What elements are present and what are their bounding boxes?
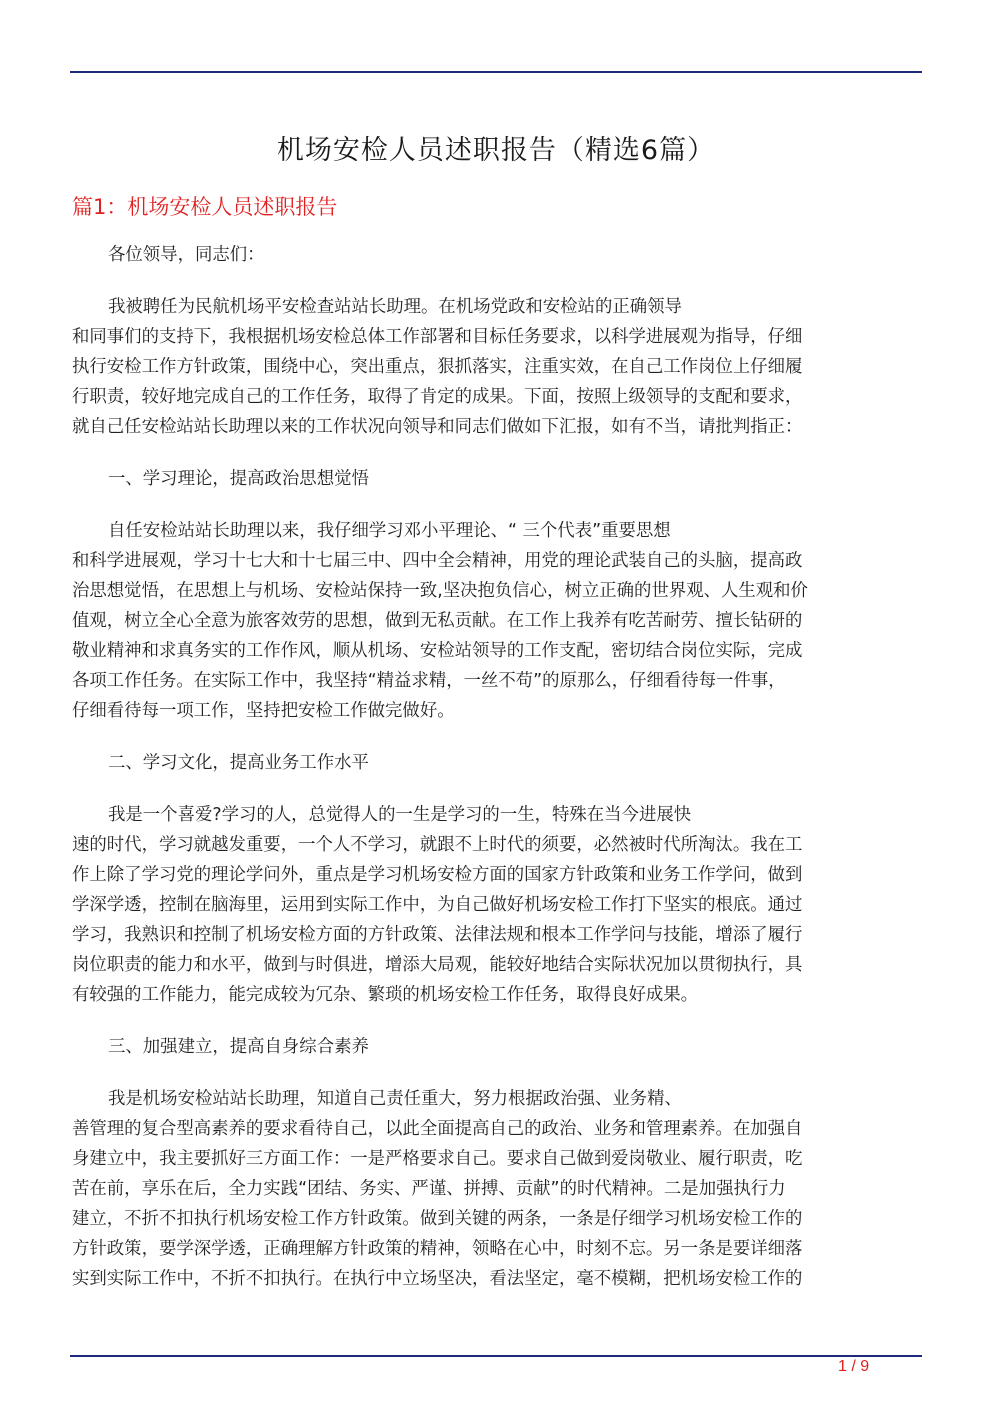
text-line: 速的时代，学习就越发重要，一个人不学习，就跟不上时代的须要，必然被时代所淘汰。我在工 bbox=[72, 835, 803, 855]
paragraph bbox=[72, 516, 918, 726]
header-rule bbox=[70, 71, 922, 73]
text-line: 善管理的复合型高素养的要求看待自己，以此全面提高自己的政治、业务和管理素养。在加强自 bbox=[72, 1119, 803, 1139]
text-line: 执行安检工作方针政策，围绕中心，突出重点，狠抓落实，注重实效，在自己工作岗位上仔细履 bbox=[72, 357, 803, 377]
text-line: 有较强的工作能力，能完成较为冗杂、繁琐的机场安检工作任务，取得良好成果。 bbox=[72, 985, 699, 1005]
paragraph bbox=[72, 1032, 918, 1062]
text-line: 敬业精神和求真务实的工作作风，顺从机场、安检站领导的工作支配，密切结合岗位实际，完成 bbox=[72, 641, 803, 661]
text-line: 值观，树立全心全意为旅客效劳的思想，做到无私贡献。在工作上我养有吃苦耐劳、擅长钻研的 bbox=[72, 611, 803, 631]
text-line: 我被聘任为民航机场平安检查站站长助理。在机场党政和安检站的正确领导 bbox=[108, 297, 682, 317]
page-number: 1 / 9 bbox=[838, 1358, 870, 1375]
paragraph bbox=[72, 240, 918, 270]
text-line: 身建立中，我主要抓好三方面工作：一是严格要求自己。要求自己做到爱岗敬业、履行职责，吃 bbox=[72, 1149, 803, 1169]
text-line: 建立，不折不扣执行机场安检工作方针政策。做到关键的两条，一条是仔细学习机场安检工作的 bbox=[72, 1209, 803, 1229]
text-line: 学深学透，控制在脑海里，运用到实际工作中，为自己做好机场安检工作打下坚实的根底。通过 bbox=[72, 895, 803, 915]
text-line: 一、学习理论，提高政治思想觉悟 bbox=[108, 469, 369, 489]
text-line: 行职责，较好地完成自己的工作任务，取得了肯定的成果。下面，按照上级领导的支配和要求， bbox=[72, 387, 803, 407]
text-line: 各位领导，同志们： bbox=[108, 245, 265, 265]
paragraph bbox=[72, 748, 918, 778]
text-line: 实到实际工作中，不折不扣执行。在执行中立场坚决，看法坚定，毫不模糊，把机场安检工作的 bbox=[72, 1269, 803, 1289]
paragraph-gap bbox=[72, 726, 918, 748]
text-line: 苦在前，享乐在后，全力实践“团结、务实、严谨、拼搏、贡献”的时代精神。二是加强执行力 bbox=[72, 1179, 786, 1199]
text-line: 二、学习文化，提高业务工作水平 bbox=[108, 753, 369, 773]
paragraph-gap bbox=[72, 494, 918, 516]
paragraph bbox=[72, 800, 918, 1010]
paragraph-gap bbox=[72, 442, 918, 464]
section-title: 篇1：机场安检人员述职报告 bbox=[72, 195, 338, 219]
text-line: 我是机场安检站站长助理，知道自己责任重大，努力根据政治强、业务精、 bbox=[108, 1089, 682, 1109]
footer-rule bbox=[70, 1355, 922, 1357]
text-line: 三、加强建立，提高自身综合素养 bbox=[108, 1037, 369, 1057]
text-line: 作上除了学习党的理论学问外，重点是学习机场安检方面的国家方针政策和业务工作学问，做到 bbox=[72, 865, 803, 885]
paragraph bbox=[72, 464, 918, 494]
text-line: 仔细看待每一项工作，坚持把安检工作做完做好。 bbox=[72, 701, 455, 721]
text-line: 岗位职责的能力和水平，做到与时俱进，增添大局观，能较好地结合实际状况加以贯彻执行，具 bbox=[72, 955, 803, 975]
text-line: 学习，我熟识和控制了机场安检方面的方针政策、法律法规和根本工作学问与技能，增添了履行 bbox=[72, 925, 803, 945]
document-body bbox=[72, 240, 918, 1294]
text-line: 自任安检站站长助理以来，我仔细学习邓小平理论、“ 三个代表”重要思想 bbox=[108, 521, 671, 541]
text-line: 各项工作任务。在实际工作中，我坚持“精益求精，一丝不苟”的原那么，仔细看待每一件事， bbox=[72, 671, 786, 691]
paragraph bbox=[72, 292, 918, 442]
paragraph-gap bbox=[72, 270, 918, 292]
paragraph-gap bbox=[72, 1062, 918, 1084]
paragraph-gap bbox=[72, 778, 918, 800]
text-line: 和科学进展观，学习十七大和十七届三中、四中全会精神，用党的理论武装自己的头脑，提高政 bbox=[72, 551, 803, 571]
text-line: 就自己任安检站站长助理以来的工作状况向领导和同志们做如下汇报，如有不当，请批判指正： bbox=[72, 417, 803, 437]
paragraph-gap bbox=[72, 1010, 918, 1032]
text-line: 和同事们的支持下，我根据机场安检总体工作部署和目标任务要求，以科学进展观为指导，仔细 bbox=[72, 327, 803, 347]
text-line: 方针政策，要学深学透，正确理解方针政策的精神，领略在心中，时刻不忘。另一条是要详细落 bbox=[72, 1239, 803, 1259]
text-line: 治思想觉悟，在思想上与机场、安检站保持一致,坚决抱负信心，树立正确的世界观、人生观和价 bbox=[72, 581, 808, 601]
paragraph bbox=[72, 1084, 918, 1294]
text-line: 我是一个喜爱?学习的人，总觉得人的一生是学习的一生，特殊在当今进展快 bbox=[108, 805, 692, 825]
document-title: 机场安检人员述职报告（精选6篇） bbox=[276, 135, 716, 166]
